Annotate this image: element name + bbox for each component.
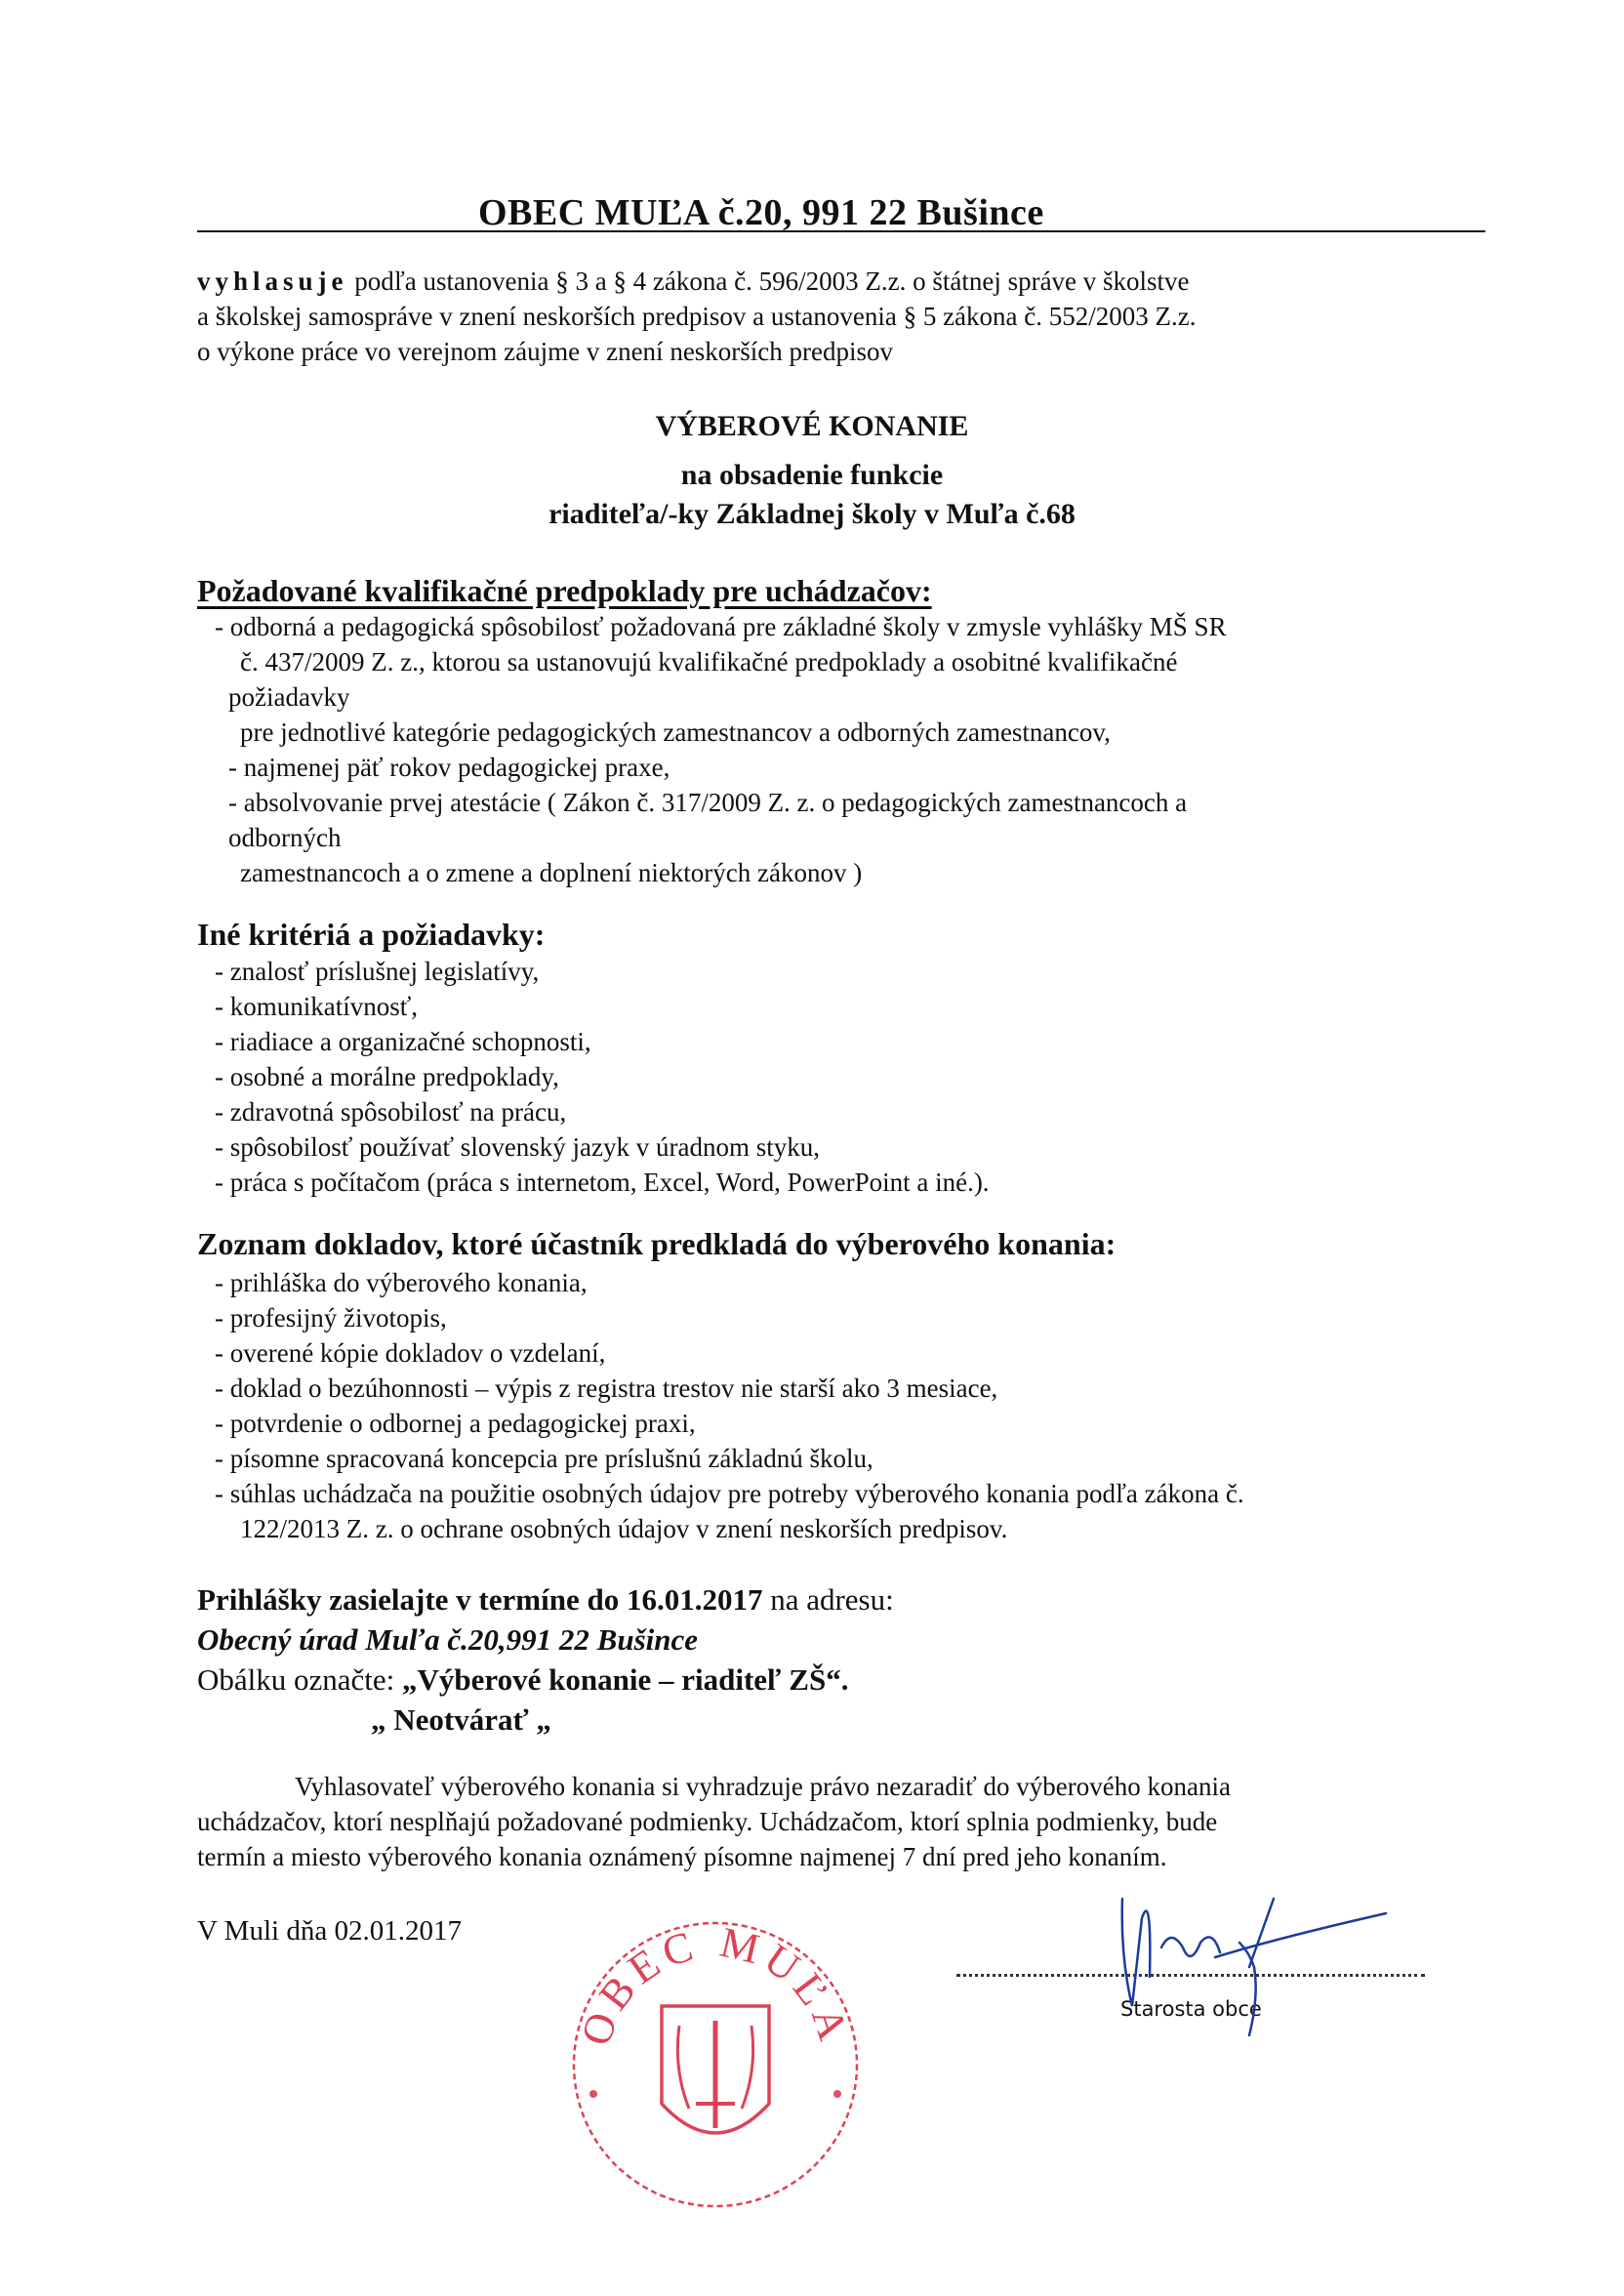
documents-list bbox=[215, 1265, 1244, 1546]
closing-line-3: termín a miesto výberového konania oznámený písomne najmenej 7 dní pred jeho konaním. bbox=[197, 1842, 1167, 1871]
stamp-text-path: OBEC MUĽA bbox=[571, 1917, 860, 2052]
application-deadline bbox=[197, 1579, 894, 1620]
closing-line-2: uchádzačov, ktorí nesplňajú požadované podmienky. Uchádzačom, ktorí splnia podmienky, bude bbox=[197, 1807, 1218, 1836]
list-item: - súhlas uchádzača na použitie osobných údajov pre potreby výberového konania podľa zákona č. bbox=[215, 1479, 1244, 1508]
list-item: - znalosť príslušnej legislatívy, bbox=[215, 957, 540, 986]
list-item: č. 437/2009 Z. z., ktorou sa ustanovujú kvalifikačné predpoklady a osobitné kvalifikačné bbox=[240, 647, 1178, 676]
municipal-stamp bbox=[564, 1908, 867, 2211]
list-item: zamestnancoch a o zmene a doplnení niektorých zákonov ) bbox=[240, 858, 863, 887]
criteria-heading: Iné kritériá a požiadavky: bbox=[197, 917, 546, 952]
intro-line-1 bbox=[197, 264, 1196, 299]
closing-paragraph bbox=[197, 1769, 1231, 1874]
intro-line-3: o výkone práce vo verejnom záujme v znení neskorších predpisov bbox=[197, 337, 894, 366]
intro-keyword: vyhlasuje bbox=[197, 266, 348, 296]
list-item: odborných bbox=[228, 823, 342, 852]
issue-date: V Muli dňa 02.01.2017 bbox=[197, 1915, 462, 1947]
signature-label: Starosta obce bbox=[1120, 1997, 1262, 2021]
document-title: VÝBEROVÉ KONANIE bbox=[655, 410, 969, 442]
envelope-label: Obálku označte: bbox=[197, 1662, 395, 1697]
list-item: - písomne spracovaná koncepcia pre príslušnú základnú školu, bbox=[215, 1444, 873, 1473]
list-item: - potvrdenie o odbornej a pedagogickej praxi, bbox=[215, 1409, 696, 1438]
list-item: - overené kópie dokladov o vzdelaní, bbox=[215, 1338, 606, 1368]
list-item: - doklad o bezúhonnosti – výpis z registra trestov nie starší ako 3 mesiace, bbox=[215, 1374, 998, 1403]
list-item: - riadiace a organizačné schopnosti, bbox=[215, 1027, 591, 1056]
header-title: OBEC MUĽA č.20, 991 22 Bušince bbox=[478, 192, 1044, 233]
header-rule bbox=[197, 230, 1485, 232]
intro-line-1-rest: podľa ustanovenia § 3 a § 4 zákona č. 596/2003 Z.z. o štátnej správe v školstve bbox=[347, 266, 1190, 296]
application-address: Obecný úrad Muľa č.20,991 22 Bušince bbox=[197, 1622, 699, 1657]
document-subtitle-1: na obsadenie funkcie bbox=[680, 459, 944, 491]
envelope-line bbox=[197, 1660, 894, 1700]
list-item: 122/2013 Z. z. o ochrane osobných údajov v znení neskorších predpisov. bbox=[240, 1514, 1008, 1543]
list-item: - profesijný životopis, bbox=[215, 1303, 447, 1332]
criteria-list bbox=[215, 954, 990, 1200]
envelope-value: „Výberové konanie – riaditeľ ZŠ“. bbox=[394, 1662, 849, 1697]
do-not-open-note: „ Neotvárať „ bbox=[371, 1702, 551, 1737]
list-item: - prihláška do výberového konania, bbox=[215, 1268, 588, 1297]
application-deadline-bold: Prihlášky zasielajte v termíne do 16.01.2017 bbox=[197, 1582, 763, 1617]
intro-line-2: a školskej samospráve v znení neskorších predpisov a ustanovenia § 5 zákona č. 552/2003 Z.z. bbox=[197, 302, 1197, 331]
closing-line-1: Vyhlasovateľ výberového konania si vyhradzuje právo nezaradiť do výberového konania bbox=[295, 1772, 1231, 1801]
qualifications-list bbox=[215, 609, 1227, 890]
list-item: - absolvovanie prvej atestácie ( Zákon č. 317/2009 Z. z. o pedagogických zamestnancoch a bbox=[228, 788, 1188, 817]
application-deadline-rest: na adresu: bbox=[762, 1582, 894, 1617]
qualifications-heading: Požadované kvalifikačné predpoklady pre uchádzačov: bbox=[197, 573, 932, 608]
list-item: - komunikatívnosť, bbox=[215, 992, 419, 1021]
list-item: - práca s počítačom (práca s internetom, Excel, Word, PowerPoint a iné.). bbox=[215, 1168, 990, 1197]
application-block bbox=[197, 1579, 894, 1740]
list-item: - zdravotná spôsobilosť na prácu, bbox=[215, 1097, 567, 1127]
document-subtitle-2: riaditeľa/-ky Základnej školy v Muľa č.68 bbox=[548, 498, 1076, 530]
list-item: - najmenej päť rokov pedagogickej praxe, bbox=[228, 753, 670, 782]
list-item: - odborná a pedagogická spôsobilosť požadovaná pre základné školy v zmysle vyhlášky MŠ SR bbox=[215, 612, 1227, 641]
documents-heading: Zoznam dokladov, ktoré účastník predkladá do výberového konania: bbox=[197, 1226, 1116, 1261]
list-item: pre jednotlivé kategórie pedagogických zamestnancov a odborných zamestnancov, bbox=[240, 718, 1111, 747]
list-item: požiadavky bbox=[228, 682, 350, 712]
intro-paragraph bbox=[197, 264, 1196, 369]
handwritten-signature bbox=[1103, 1860, 1396, 2055]
list-item: - osobné a morálne predpoklady, bbox=[215, 1062, 559, 1091]
list-item: - spôsobilosť používať slovenský jazyk v úradnom styku, bbox=[215, 1132, 821, 1162]
